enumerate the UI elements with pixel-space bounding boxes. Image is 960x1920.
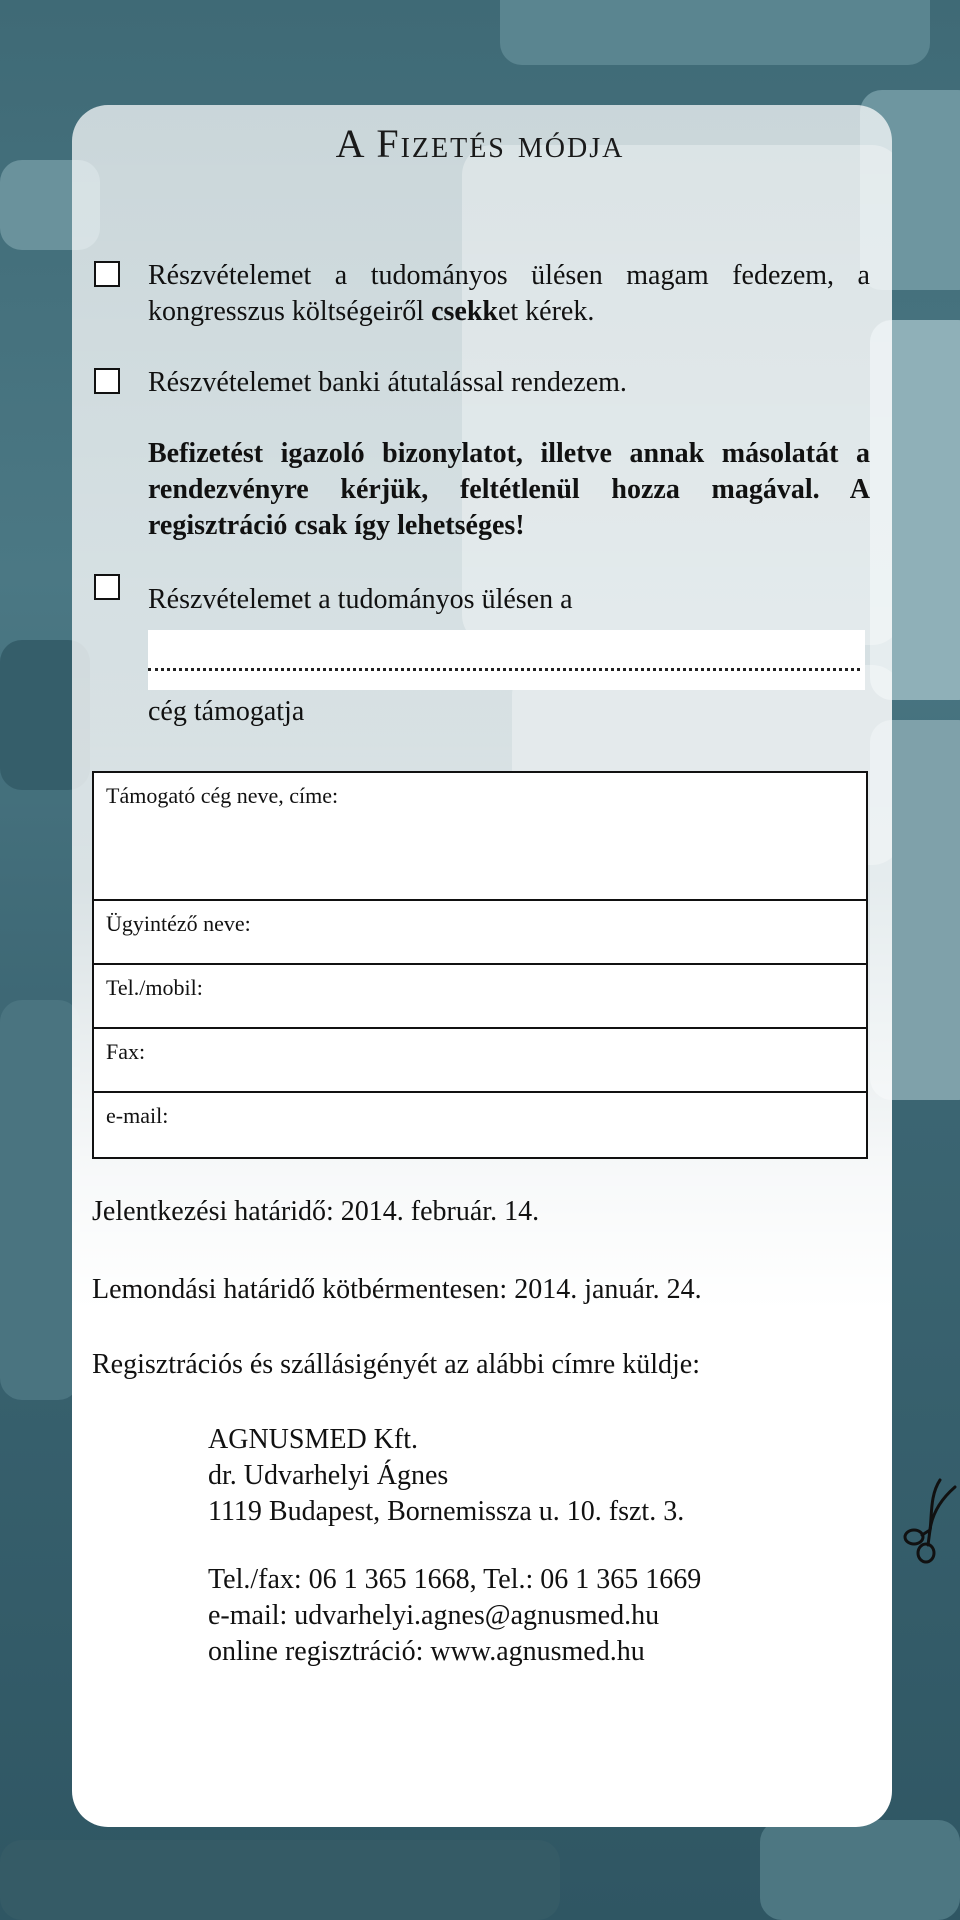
field-label: Tel./mobil: <box>106 975 203 1000</box>
field-company-name-address[interactable] <box>94 773 866 901</box>
street-address: 1119 Budapest, Bornemissza u. 10. fszt. 3. <box>208 1496 685 1527</box>
checkbox-check-payment[interactable] <box>94 261 120 287</box>
sponsor-suffix: cég támogatja <box>148 696 305 727</box>
checkbox-sponsor[interactable] <box>94 574 120 600</box>
contact-person: dr. Udvarhelyi Ágnes <box>208 1460 449 1491</box>
field-label: Ügyintéző neve: <box>106 911 251 936</box>
dotted-line <box>148 668 860 671</box>
address-block <box>208 1422 684 1530</box>
field-contact-name[interactable] <box>94 901 866 965</box>
checkbox-bank-transfer[interactable] <box>94 368 120 394</box>
sponsor-name-field[interactable] <box>148 630 865 690</box>
page-title: A Fizetés módja <box>335 121 625 166</box>
field-label: Támogató cég neve, címe: <box>106 783 339 808</box>
bg-block <box>0 1840 560 1920</box>
cancellation-deadline: Lemondási határidő kötbérmentesen: 2014. január. 24. <box>92 1274 702 1305</box>
field-label: e-mail: <box>106 1103 169 1128</box>
send-to-text: Regisztrációs és szállásigényét az alábbi címre küldje: <box>92 1349 700 1380</box>
field-phone[interactable] <box>94 965 866 1029</box>
option-sponsor-label: Részvételemet a tudományos ülésen a <box>148 584 573 615</box>
registration-deadline: Jelentkezési határidő: 2014. február. 14. <box>92 1196 540 1227</box>
sponsor-details-table <box>92 771 868 1159</box>
bg-block <box>760 1820 960 1920</box>
bank-transfer-note: Befizetést igazoló bizonylatot, illetve annak másolatát a rendezvényre kérjük, feltétlenül hozza magával. A regisztráció csak így lehetséges! <box>148 438 870 541</box>
company-name: AGNUSMED Kft. <box>208 1424 418 1455</box>
online-registration: online regisztráció: www.agnusmed.hu <box>208 1636 645 1667</box>
field-email[interactable] <box>94 1093 866 1157</box>
bg-block <box>0 1000 80 1400</box>
option-transfer-label: Részvételemet banki átutalással rendezem. <box>148 367 627 398</box>
contact-block <box>208 1562 701 1670</box>
phone-fax: Tel./fax: 06 1 365 1668, Tel.: 06 1 365 1669 <box>208 1564 702 1595</box>
bg-block <box>500 0 930 65</box>
field-label: Fax: <box>106 1039 146 1064</box>
option-check-label: Részvételemet a tudományos ülésen magam fedezem, a kongresszus költségeiről csekket kérek. <box>148 260 870 327</box>
field-fax[interactable] <box>94 1029 866 1093</box>
scissors-icon <box>900 1475 960 1565</box>
contact-email: e-mail: udvarhelyi.agnes@agnusmed.hu <box>208 1600 660 1631</box>
